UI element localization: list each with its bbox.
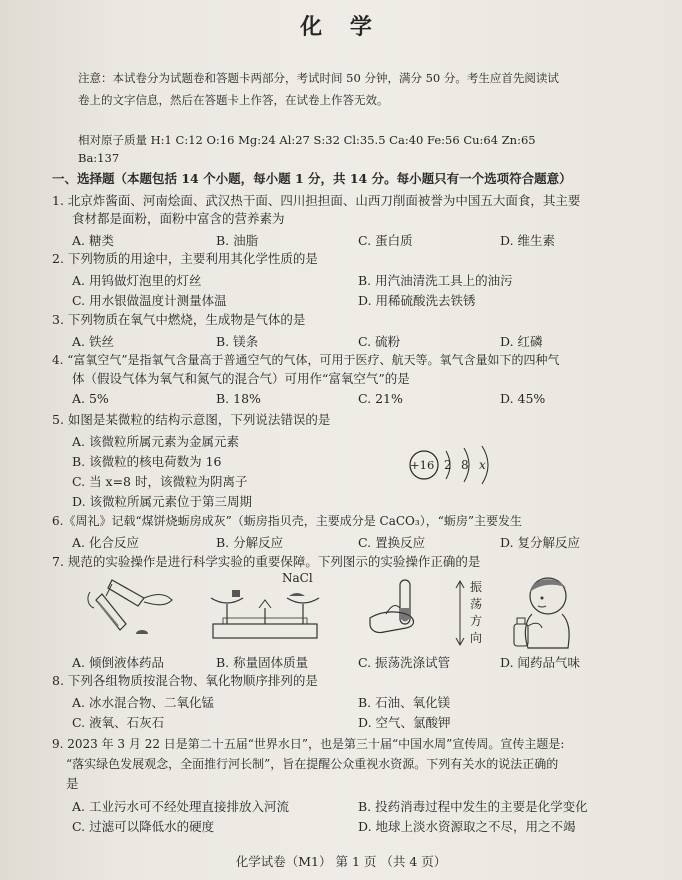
- q9-stem-line-1: 9. 2023 年 3 月 22 日是第二十五届“世界水日”，也是第三十届“中国水周”宣传周。宣传主题是:: [52, 737, 565, 751]
- q4-stem-line-2: 体（假设气体为氧气和氮气的混合气）可用作“富氧空气”的是: [72, 371, 410, 386]
- shake-direction-arrow: [454, 578, 466, 648]
- q9-option-b: B. 投药消毒过程中发生的主要是化学变化: [358, 799, 588, 814]
- q3-option-a: A. 铁丝: [72, 334, 114, 349]
- q5-option-b: B. 该微粒的核电荷数为 16: [72, 454, 222, 469]
- q8-option-c: C. 液氧、石灰石: [72, 715, 165, 730]
- q5-option-a: A. 该微粒所属元素为金属元素: [72, 434, 239, 449]
- shell-3-electrons: x: [479, 458, 486, 472]
- q1-stem-line-2: 食材都是面粉，面粉中富含的营养素为: [72, 211, 285, 226]
- q9-stem-line-2: “落实绿色发展观念，全面推行河长制”，旨在提醒公众重视水资源。下列有关水的说法正确的: [66, 757, 559, 771]
- page-footer: 化学试卷（M1） 第 1 页 （共 4 页）: [235, 854, 447, 869]
- shake-label-2: 荡: [470, 597, 483, 611]
- q9-option-c: C. 过滤可以降低水的硬度: [72, 819, 215, 834]
- q7-stem: 7. 规范的实验操作是进行科学实验的重要保障。下列图示的实验操作正确的是: [52, 554, 481, 569]
- q9-option-d: D. 地球上淡水资源取之不尽，用之不竭: [358, 819, 576, 834]
- q7-option-c: C. 振荡洗涤试管: [358, 655, 451, 670]
- q1-option-a: A. 糖类: [72, 233, 114, 248]
- q6-option-a: A. 化合反应: [72, 535, 139, 550]
- shell-1-electrons: 2: [444, 458, 452, 472]
- q4-stem-line-1: 4. “富氧空气”是指氧气含量高于普通空气的气体，可用于医疗、航天等。氧气含量如下的四种气: [52, 353, 560, 367]
- q4-option-b: B. 18%: [216, 391, 261, 406]
- shell-2-electrons: 8: [461, 458, 469, 472]
- shake-label-1: 振: [470, 580, 483, 594]
- child-smelling-illustration: [512, 570, 582, 652]
- q8-option-d: D. 空气、氯酸钾: [358, 715, 451, 730]
- q8-option-a: A. 冰水混合物、二氧化锰: [72, 695, 214, 710]
- q8-stem: 8. 下列各组物质按混合物、氧化物顺序排列的是: [52, 673, 318, 688]
- q6-option-b: B. 分解反应: [216, 535, 284, 550]
- shaking-test-tube-illustration: [366, 574, 436, 652]
- q4-option-a: A. 5%: [72, 391, 109, 406]
- section-heading: 一、选择题（本题包括 14 个小题，每小题 1 分，共 14 分。每小题只有一个选项符合题意）: [52, 171, 572, 186]
- q2-option-c: C. 用水银做温度计测量体温: [72, 293, 227, 308]
- nacl-label: NaCl: [282, 571, 313, 585]
- q9-option-a: A. 工业污水可不经处理直接排放入河流: [72, 799, 289, 814]
- q2-option-b: B. 用汽油清洗工具上的油污: [358, 273, 513, 288]
- q1-stem-line-1: 1. 北京炸酱面、河南烩面、武汉热干面、四川担担面、山西刀削面被誉为中国五大面食，其主要: [52, 193, 581, 208]
- q3-stem: 3. 下列物质在氧气中燃烧，生成物是气体的是: [52, 312, 306, 327]
- q1-option-b: B. 油脂: [216, 233, 259, 248]
- notice-line-1: 注意：本试卷分为试题卷和答题卡两部分，考试时间 50 分钟，满分 50 分。考生应首先阅读试: [78, 71, 559, 85]
- atomic-mass-line-2: Ba:137: [78, 151, 120, 165]
- q5-option-d: D. 该微粒所属元素位于第三周期: [72, 494, 253, 509]
- q4-option-d: D. 45%: [500, 391, 546, 406]
- q1-option-d: D. 维生素: [500, 233, 556, 248]
- q8-option-b: B. 石油、氧化镁: [358, 695, 451, 710]
- pouring-liquid-illustration: [82, 572, 182, 650]
- q3-option-d: D. 红磷: [500, 334, 543, 349]
- q7-option-d: D. 闻药品气味: [500, 655, 581, 670]
- q4-option-c: C. 21%: [358, 391, 403, 406]
- q2-option-a: A. 用钨做灯泡里的灯丝: [72, 273, 202, 288]
- q5-option-c: C. 当 x=8 时，该微粒为阴离子: [72, 474, 248, 489]
- q5-stem: 5. 如图是某微粒的结构示意图，下列说法错误的是: [52, 412, 331, 427]
- nucleus-charge: +16: [410, 458, 435, 472]
- atomic-mass-line-1: 相对原子质量 H:1 C:12 O:16 Mg:24 Al:27 S:32 Cl:35.5 Ca:40 Fe:56 Cu:64 Zn:65: [78, 133, 536, 147]
- q2-stem: 2. 下列物质的用途中，主要利用其化学性质的是: [52, 251, 318, 266]
- q9-stem-line-3: 是: [66, 776, 79, 791]
- q6-option-d: D. 复分解反应: [500, 535, 581, 550]
- q3-option-b: B. 镁条: [216, 334, 259, 349]
- q1-option-c: C. 蛋白质: [358, 233, 413, 248]
- page-title: 化 学: [300, 14, 382, 40]
- q6-stem: 6.《周礼》记载“煤饼烧蛎房成灰”（蛎房指贝壳，主要成分是 CaCO₃），“蛎房”主要发生: [52, 514, 522, 528]
- q3-option-c: C. 硫粉: [358, 334, 401, 349]
- balance-illustration: [205, 582, 325, 650]
- shake-label-3: 方: [470, 614, 483, 628]
- q6-option-c: C. 置换反应: [358, 535, 426, 550]
- notice-line-2: 卷上的文字信息，然后在答题卡上作答，在试卷上作答无效。: [78, 93, 389, 107]
- shake-label-4: 向: [470, 631, 483, 645]
- q2-option-d: D. 用稀硫酸洗去铁锈: [358, 293, 476, 308]
- q7-option-a: A. 倾倒液体药品: [72, 655, 164, 670]
- q7-option-b: B. 称量固体质量: [216, 655, 309, 670]
